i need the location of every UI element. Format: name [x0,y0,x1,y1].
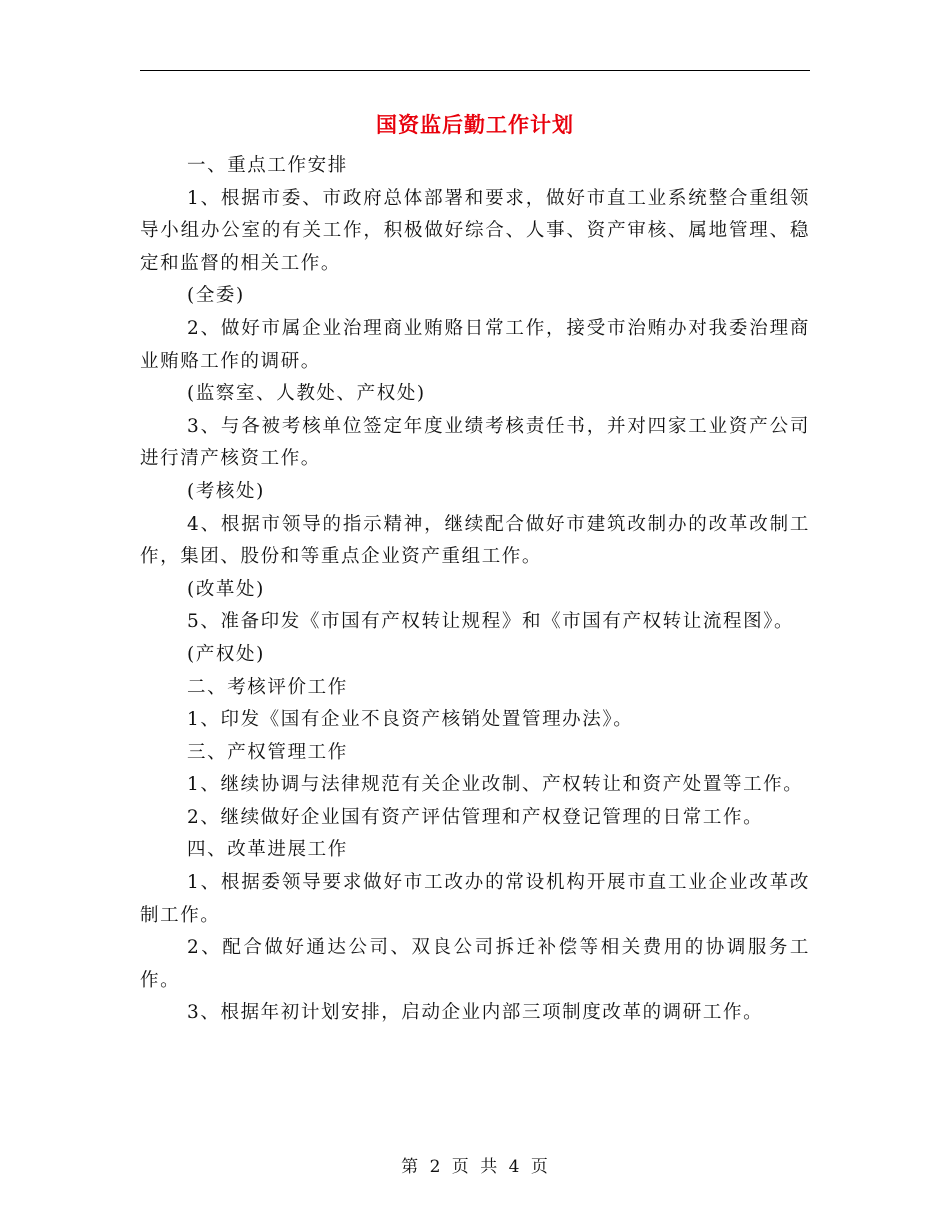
paragraph: 1、印发《国有企业不良资产核销处置管理办法》。 [187,709,634,731]
paragraph: (产权处) [187,643,265,665]
footer-label-di: 第 [401,1157,420,1177]
paragraph: 一、重点工作安排 [187,155,348,176]
document-title: 国资监后勤工作计划 [376,113,574,137]
paragraph: 3、根据年初计划安排，启动企业内部三项制度改革的调研工作。 [187,1002,764,1024]
paragraph: 三、产权管理工作 [187,741,348,763]
page-total: 4 [508,1157,521,1177]
paragraph: 1、继续协调与法律规范有关企业改制、产权转让和资产处置等工作。 [187,774,804,796]
document-body [140,150,810,1030]
paragraph: 5、准备印发《市国有产权转让规程》和《市国有产权转让流程图》。 [187,611,795,633]
header-rule [140,70,810,71]
footer-label-gong: 共 [480,1157,499,1177]
paragraph: 2、做好市属企业治理商业贿赂日常工作，接受市治贿办对我委治理商业贿赂工作的调研。 [140,317,810,372]
paragraph: 2、配合做好通达公司、双良公司拆迁补偿等相关费用的协调服务工作。 [140,937,810,991]
paragraph: (改革处) [187,578,265,600]
paragraph: 1、根据市委、市政府总体部署和要求，做好市直工业系统整合重组领导小组办公室的有关工作，积极做好综合、人事、资产审核、属地管理、稳定和监督的相关工作。 [140,187,810,274]
paragraph: 二、考核评价工作 [187,676,348,698]
paragraph: 3、与各被考核单位签定年度业绩考核责任书，并对四家工业资产公司进行清产核资工作。 [140,415,810,470]
paragraph: 四、改革进展工作 [187,839,348,861]
footer-label-ye2: 页 [530,1157,549,1177]
paragraph: (全委) [187,285,245,307]
footer-label-ye: 页 [451,1157,470,1177]
paragraph: (考核处) [187,480,265,502]
paragraph: 2、继续做好企业国有资产评估管理和产权登记管理的日常工作。 [187,806,764,828]
page-number: 2 [429,1157,442,1177]
paragraph: (监察室、人教处、产权处) [187,383,426,405]
page-footer [0,1152,950,1177]
paragraph: 4、根据市领导的指示精神，继续配合做好市建筑改制办的改革改制工作，集团、股份和等重点企业资产重组工作。 [140,513,810,568]
paragraph: 1、根据委领导要求做好市工改办的常设机构开展市直工业企业改革改制工作。 [140,872,810,926]
